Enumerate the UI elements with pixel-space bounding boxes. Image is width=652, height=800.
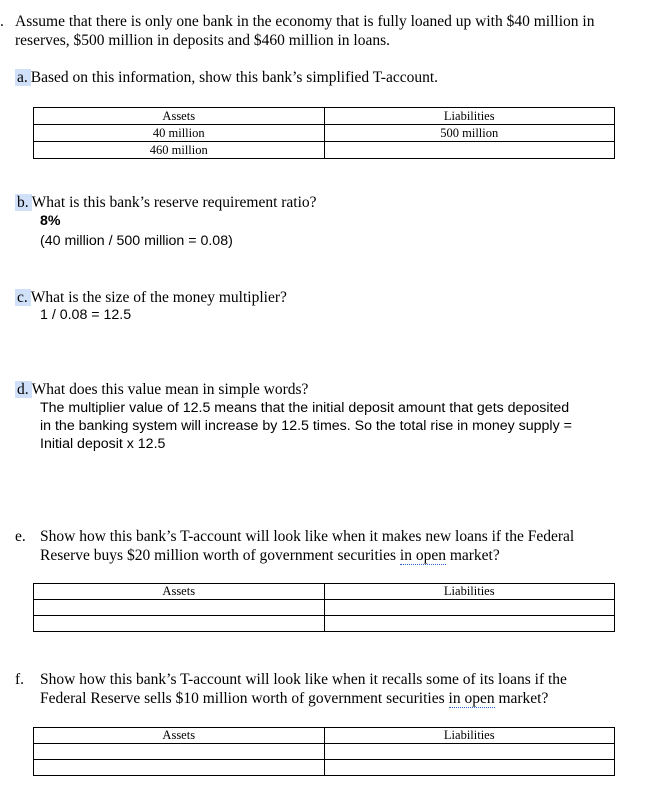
- part-f-line-2-text: Federal Reserve sells $10 million worth of government securities: [40, 690, 449, 707]
- part-f-t-account: [33, 727, 615, 776]
- part-d-heading: [15, 380, 308, 399]
- part-c-marker: c.: [15, 289, 31, 306]
- part-a-marker: a.: [15, 69, 31, 86]
- question-bullet: .: [0, 13, 4, 30]
- part-d-text: What does this value mean in simple words?: [31, 381, 309, 398]
- liabilities-header: Liabilities: [324, 728, 615, 744]
- assets-header: Assets: [34, 584, 325, 600]
- part-e-t-account: [33, 583, 615, 632]
- liabilities-cell: [324, 616, 615, 632]
- liabilities-cell: [324, 760, 615, 776]
- part-a-t-account: [33, 107, 615, 159]
- liabilities-header: Liabilities: [324, 108, 615, 125]
- part-c-text: What is the size of the money multiplier?: [30, 289, 287, 306]
- part-b-text: What is this bank’s reserve requirement ratio?: [31, 194, 317, 211]
- part-f-line-2: [40, 689, 640, 708]
- part-e-marker: e.: [15, 528, 26, 545]
- part-d-answer: [40, 399, 640, 453]
- assets-header: Assets: [34, 108, 325, 125]
- part-b-heading: [15, 193, 317, 212]
- part-a-text: Based on this information, show this bank’s simplified T-account.: [30, 69, 439, 86]
- part-f-marker: f.: [15, 671, 25, 688]
- part-a-heading: [15, 68, 438, 87]
- part-d-answer-line: in the banking system will increase by 12.5 times. So the total rise in money supply =: [40, 418, 572, 434]
- part-c-heading: [15, 288, 287, 307]
- assets-header: Assets: [34, 728, 325, 744]
- part-e-text: [40, 527, 640, 565]
- question-stem: [15, 12, 645, 50]
- part-b-work: (40 million / 500 million = 0.08): [40, 233, 233, 249]
- part-f-line-2-end: market?: [494, 690, 549, 707]
- part-f-text: [40, 670, 640, 708]
- part-b-answer: 8%: [40, 213, 61, 229]
- spellcheck-flag[interactable]: in open: [448, 690, 495, 707]
- part-b-marker: b.: [15, 194, 32, 211]
- part-e-line-2-end: market?: [445, 547, 500, 564]
- part-d-answer-line: Initial deposit x 12.5: [40, 436, 166, 452]
- liabilities-cell: [324, 600, 615, 616]
- assets-cell: [34, 744, 325, 760]
- spellcheck-flag[interactable]: in open: [399, 547, 446, 564]
- assets-cell: [34, 600, 325, 616]
- assets-cell: 40 million: [34, 125, 325, 142]
- part-e-line-2-text: Reserve buys $20 million worth of government securities: [40, 547, 400, 564]
- assets-cell: [34, 616, 325, 632]
- part-e-line-2: [40, 546, 640, 565]
- part-e-line-1: Show how this bank’s T-account will look like when it makes new loans if the Federal: [40, 528, 575, 545]
- part-c-answer: 1 / 0.08 = 12.5: [40, 307, 132, 323]
- question-line-2: reserves, $500 million in deposits and $460 million in loans.: [15, 32, 390, 49]
- part-f-line-1: Show how this bank’s T-account will look like when it recalls some of its loans if the: [40, 671, 567, 688]
- liabilities-cell: [324, 744, 615, 760]
- assets-cell: 460 million: [34, 142, 325, 159]
- part-d-marker: d.: [15, 381, 32, 398]
- liabilities-header: Liabilities: [324, 584, 615, 600]
- question-line-1: Assume that there is only one bank in the economy that is fully loaned up with $40 million in: [15, 13, 595, 30]
- part-d-answer-line: The multiplier value of 12.5 means that the initial deposit amount that gets deposited: [40, 400, 570, 416]
- liabilities-cell: 500 million: [324, 125, 615, 142]
- liabilities-cell: [324, 142, 615, 159]
- assets-cell: [34, 760, 325, 776]
